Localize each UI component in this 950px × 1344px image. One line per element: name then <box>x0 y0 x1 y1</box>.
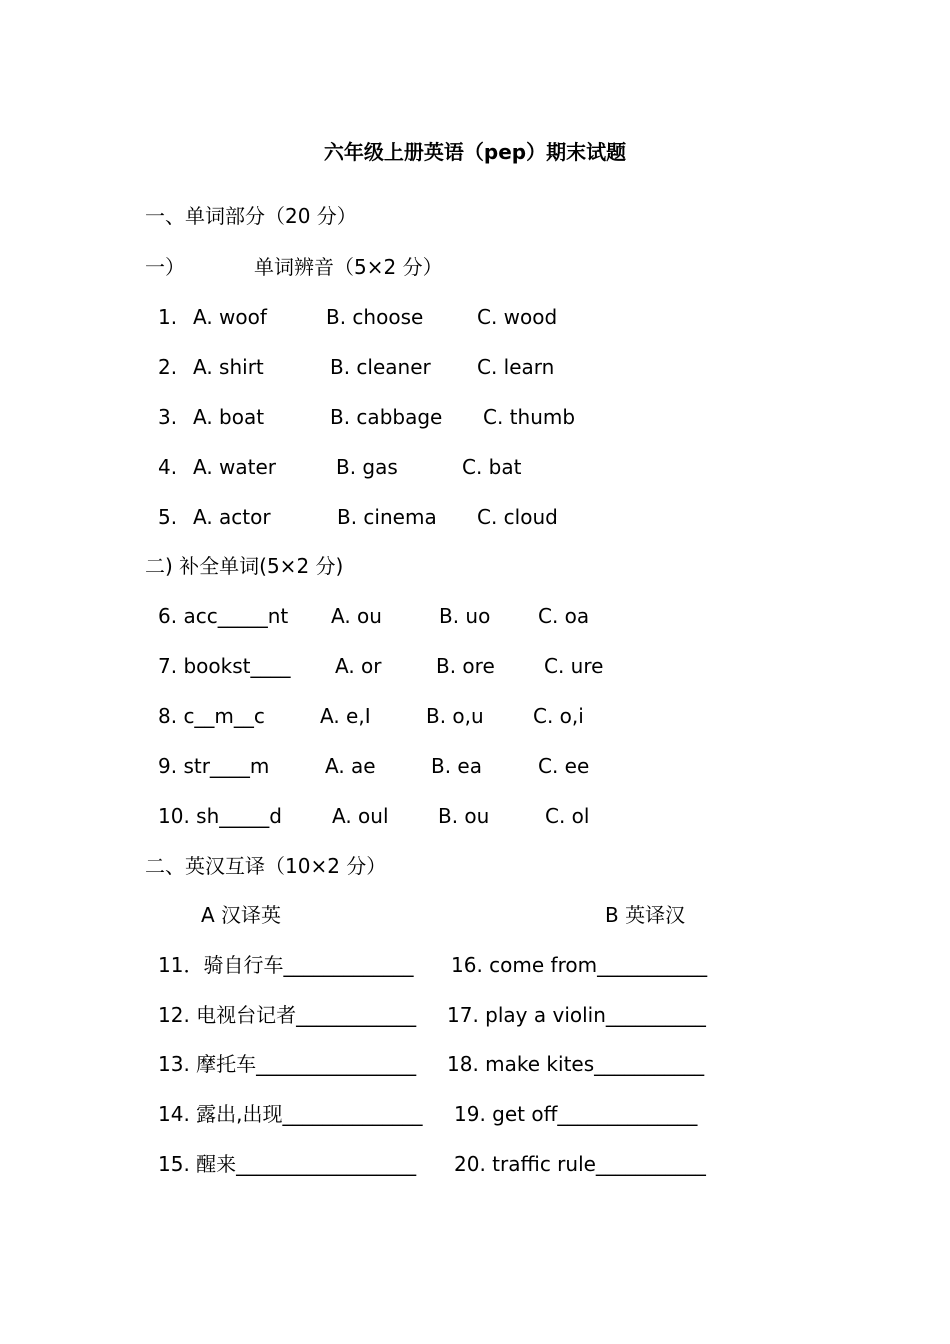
word-blank: 9. str____m <box>158 754 270 778</box>
option-a: A. or <box>335 654 382 678</box>
option-a: A. e,I <box>320 704 371 728</box>
option-a: A. woof <box>193 305 267 329</box>
option-c: C. ure <box>544 654 604 678</box>
item-number: 2. <box>158 355 178 379</box>
translation-right: 17. play a violin__________ <box>447 1003 706 1027</box>
option-c: C. learn <box>477 355 555 379</box>
option-b: B. cleaner <box>330 355 431 379</box>
option-c: C. bat <box>462 455 522 479</box>
option-a: A. boat <box>193 405 265 429</box>
option-b: B. choose <box>326 305 424 329</box>
option-c: C. cloud <box>477 505 558 529</box>
option-c: C. ee <box>538 754 590 778</box>
option-a: A. ou <box>331 604 382 628</box>
option-b: B. gas <box>336 455 398 479</box>
column-b-heading: B 英译汉 <box>605 903 686 927</box>
translation-left: 13. 摩托车________________ <box>158 1052 417 1076</box>
word-blank: 7. bookst____ <box>158 654 291 678</box>
option-a: A. actor <box>193 505 271 529</box>
column-a-heading: A 汉译英 <box>201 903 282 927</box>
translation-left: 11．骑自行车_____________ <box>158 953 414 977</box>
part1-label: 一） <box>145 255 185 279</box>
option-a: A. oul <box>332 804 389 828</box>
page-title: 六年级上册英语（pep）期末试题 <box>323 140 627 164</box>
word-blank: 8. c__m__c <box>158 704 265 728</box>
option-c: C. ol <box>545 804 590 828</box>
option-b: B. ore <box>436 654 495 678</box>
word-blank: 6. acc_____nt <box>158 604 289 628</box>
option-a: A. water <box>193 455 277 479</box>
translation-right: 19. get off______________ <box>454 1102 698 1126</box>
word-blank: 10. sh_____d <box>158 804 282 828</box>
part2-heading: 二) 补全单词(5×2 分) <box>145 554 344 578</box>
section1-heading: 一、单词部分（20 分） <box>145 204 357 228</box>
option-c: C. oa <box>538 604 590 628</box>
option-b: B. uo <box>439 604 491 628</box>
option-b: B. ea <box>431 754 482 778</box>
translation-right: 20. traffic rule___________ <box>454 1152 706 1176</box>
item-number: 3. <box>158 405 178 429</box>
item-number: 5. <box>158 505 178 529</box>
option-a: A. shirt <box>193 355 264 379</box>
translation-left: 14. 露出,出现______________ <box>158 1102 423 1126</box>
option-a: A. ae <box>325 754 376 778</box>
item-number: 4. <box>158 455 178 479</box>
translation-left: 15. 醒来__________________ <box>158 1152 417 1176</box>
option-b: B. cabbage <box>330 405 443 429</box>
option-b: B. o,u <box>426 704 484 728</box>
item-number: 1. <box>158 305 178 329</box>
translation-right: 18. make kites___________ <box>447 1052 705 1076</box>
translation-right: 16. come from___________ <box>451 953 708 977</box>
part1-heading: 单词辨音（5×2 分） <box>254 255 443 279</box>
option-b: B. cinema <box>337 505 437 529</box>
option-c: C. o,i <box>533 704 584 728</box>
option-c: C. wood <box>477 305 558 329</box>
option-b: B. ou <box>438 804 490 828</box>
option-c: C. thumb <box>483 405 576 429</box>
translation-left: 12. 电视台记者____________ <box>158 1003 417 1027</box>
section2-heading: 二、英汉互译（10×2 分） <box>145 854 387 878</box>
